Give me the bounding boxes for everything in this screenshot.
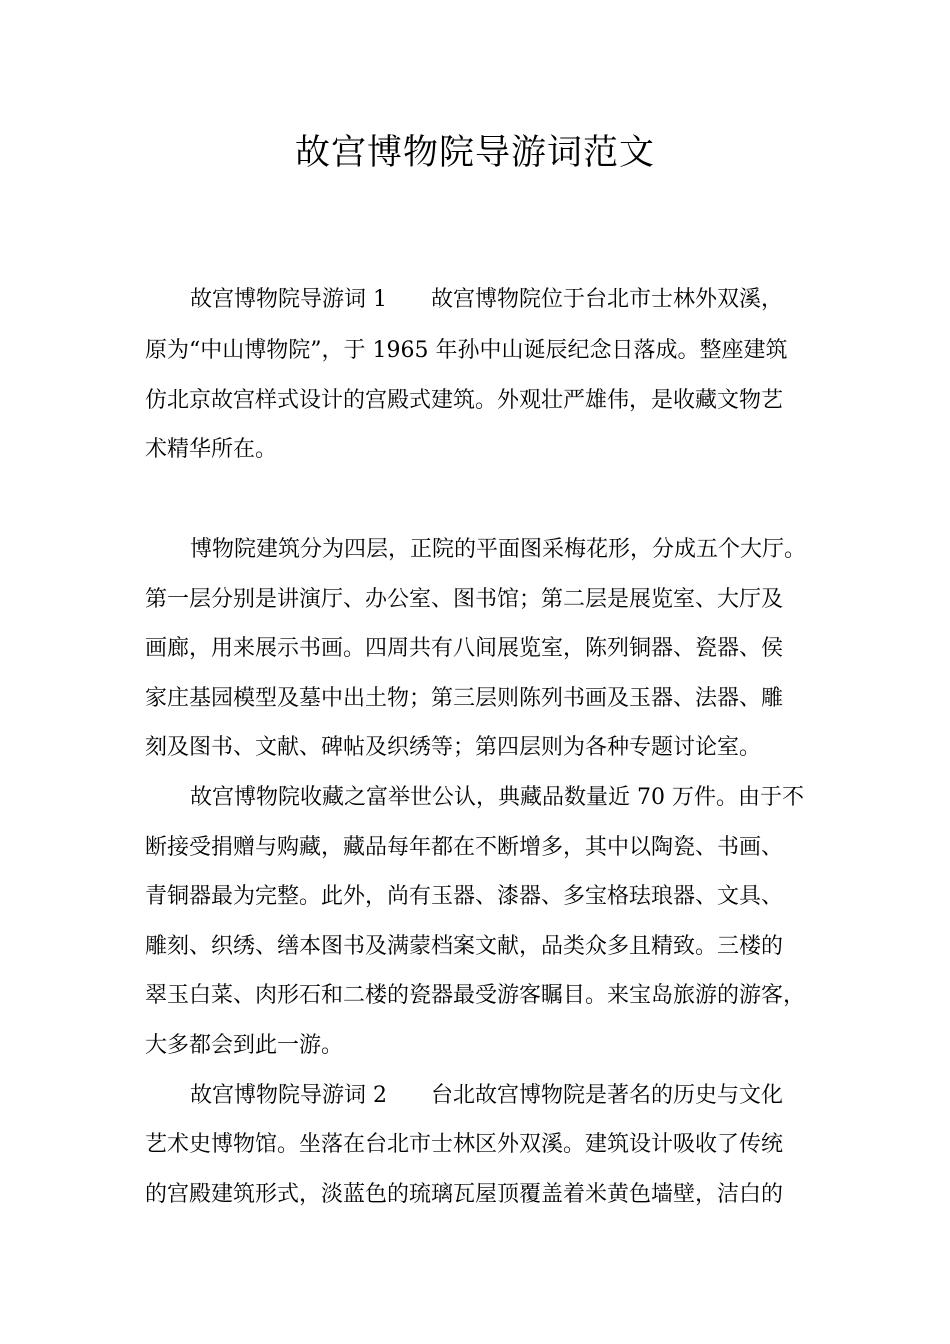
text-line: 仿北京故宫样式设计的宫殿式建筑。外观壮严雄伟，是收藏文物艺 bbox=[145, 388, 784, 413]
text-line: 术精华所在。 bbox=[145, 437, 278, 462]
text-line: 故宫博物院导游词 2 台北故宫博物院是著名的历史与文化 bbox=[190, 1083, 783, 1108]
text-line: 青铜器最为完整。此外，尚有玉器、漆器、多宝格珐琅器、文具、 bbox=[145, 884, 784, 909]
text-line: 画廊，用来展示书画。四周共有八间展览室，陈列铜器、瓷器、侯 bbox=[145, 636, 784, 661]
text-line: 博物院建筑分为四层，正院的平面图采梅花形，分成五个大厅。 bbox=[190, 537, 807, 562]
text-line: 艺术史博物馆。坐落在台北市士林区外双溪。建筑设计吸收了传统 bbox=[145, 1132, 784, 1157]
text-line: 翠玉白菜、肉形石和二楼的瓷器最受游客瞩目。来宝岛旅游的游客， bbox=[145, 983, 806, 1008]
text-line: 第一层分别是讲演厅、办公室、图书馆；第二层是展览室、大厅及 bbox=[145, 587, 784, 612]
text-line: 大多都会到此一游。 bbox=[145, 1033, 344, 1058]
text-line: 断接受捐赠与购藏，藏品每年都在不断增多，其中以陶瓷、书画、 bbox=[145, 835, 784, 860]
text-line: 的宫殿建筑形式，淡蓝色的琉璃瓦屋顶覆盖着米黄色墙壁，洁白的 bbox=[145, 1182, 784, 1207]
document-title: 故宫博物院导游词范文 bbox=[294, 133, 655, 173]
text-line: 家庄基园模型及墓中出土物；第三层则陈列书画及玉器、法器、雕 bbox=[145, 686, 784, 711]
text-line: 故宫博物院导游词 1 故宫博物院位于台北市士林外双溪， bbox=[190, 287, 783, 312]
text-line: 故宫博物院收藏之富举世公认，典藏品数量近 70 万件。由于不 bbox=[190, 785, 804, 810]
text-line: 原为“中山博物院”，于 1965 年孙中山诞辰纪念日落成。整座建筑 bbox=[145, 338, 788, 363]
text-line: 雕刻、织绣、缮本图书及满蒙档案文献，品类众多且精致。三楼的 bbox=[145, 934, 784, 959]
text-line: 刻及图书、文献、碑帖及织绣等；第四层则为各种专题讨论室。 bbox=[145, 735, 762, 760]
